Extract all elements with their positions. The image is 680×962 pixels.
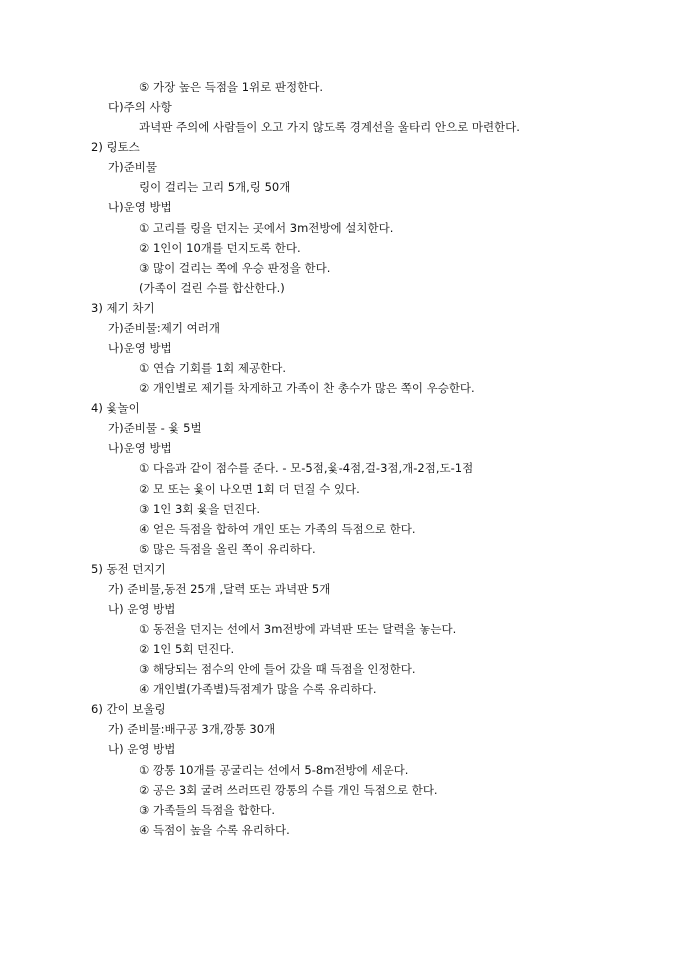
text-line: (가족이 걸린 수를 합산한다.) (139, 281, 285, 295)
text-line: 가)준비물 - 윷 5벌 (108, 421, 202, 435)
text-line: 나)운영 방법 (108, 341, 172, 355)
text-line: ④ 득점이 높을 수록 유리하다. (139, 823, 290, 837)
text-line: ③ 가족들의 득점을 합한다. (139, 803, 276, 817)
text-line: ② 1인 5회 던진다. (139, 642, 235, 656)
section-heading: 5) 동전 던지기 (91, 562, 166, 576)
text-line: ② 1인이 10개를 던지도록 한다. (139, 241, 301, 255)
text-line: 다)주의 사항 (108, 100, 172, 114)
text-line: 가)준비물:제기 여러개 (108, 321, 220, 335)
text-line: ⑤ 가장 높은 득점을 1위로 판정한다. (139, 80, 323, 94)
text-line: 나)운영 방법 (108, 441, 172, 455)
section-heading: 3) 제기 차기 (91, 301, 155, 315)
text-line: ① 고리를 링을 던지는 곳에서 3m전방에 설치한다. (139, 221, 394, 235)
section-heading: 6) 간이 보울링 (91, 702, 166, 716)
text-line: 가)준비물 (108, 160, 157, 174)
text-line: 과녁판 주의에 사람들이 오고 가지 않도록 경계선을 울타리 안으로 마련한다. (139, 120, 520, 134)
text-line: ③ 해당되는 점수의 안에 들어 갔을 때 득점을 인정한다. (139, 662, 416, 676)
text-line: 가) 준비물:배구공 3개,깡통 30개 (108, 722, 276, 736)
text-line: ③ 1인 3회 윷을 던진다. (139, 502, 260, 516)
text-line: ① 동전을 던지는 선에서 3m전방에 과녁판 또는 달력을 놓는다. (139, 622, 457, 636)
text-line: ② 개인별로 제기를 차게하고 가족이 찬 총수가 많은 쪽이 우승한다. (139, 381, 475, 395)
text-line: ① 연습 기회를 1회 제공한다. (139, 361, 286, 375)
text-line: 가) 준비물,동전 25개 ,달력 또는 과녁판 5개 (108, 582, 331, 596)
text-line: ④ 얻은 득점을 합하여 개인 또는 가족의 득점으로 한다. (139, 522, 416, 536)
text-line: ④ 개인별(가족별)득점계가 많을 수록 유리하다. (139, 682, 377, 696)
text-line: ⑤ 많은 득점을 올린 쪽이 유리하다. (139, 542, 316, 556)
text-line: 나) 운영 방법 (108, 602, 176, 616)
text-line: ③ 많이 걸리는 쪽에 우승 판정을 한다. (139, 261, 331, 275)
text-line: 나)운영 방법 (108, 200, 172, 214)
section-heading: 2) 링토스 (91, 140, 140, 154)
text-line: 링이 걸리는 고리 5개,링 50개 (139, 180, 291, 194)
text-line: ① 깡통 10개를 공굴리는 선에서 5-8m전방에 세운다. (139, 763, 409, 777)
text-line: ② 모 또는 윷이 나오면 1회 더 던질 수 있다. (139, 482, 360, 496)
text-line: ① 다음과 같이 점수를 준다. - 모-5점,윷-4점,걸-3점,개-2점,도-1점 (139, 461, 474, 475)
section-heading: 4) 윷놀이 (91, 401, 140, 415)
text-line: ② 공은 3회 굴려 쓰러뜨린 깡통의 수를 개인 득점으로 한다. (139, 783, 438, 797)
text-line: 나) 운영 방법 (108, 742, 176, 756)
